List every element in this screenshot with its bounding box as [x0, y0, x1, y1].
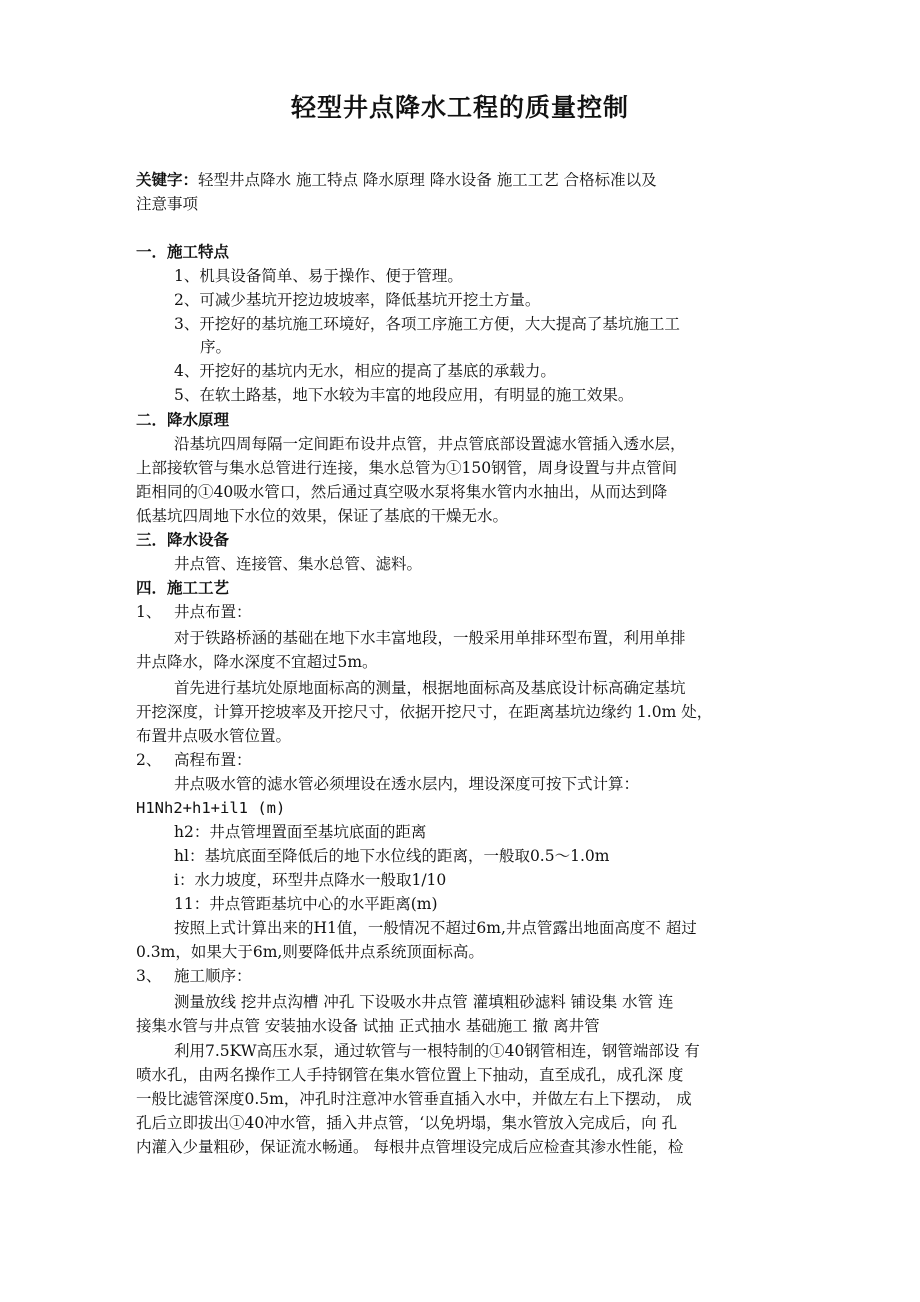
section-heading-2: 二．降水原理 [136, 411, 230, 429]
definition-line: i：水力坡度，环型井点降水一般取1/10 [174, 871, 447, 889]
definition-line: hl：基坑底面至降低后的地下水位线的距离，一般取0.5〜1.0m [174, 847, 610, 865]
keywords-label: 关键字： [136, 171, 199, 189]
paragraph-line: 内灌入少量粗砂，保证流水畅通。 每根井点管埋设完成后应检查其渗水性能，检 [136, 1138, 684, 1156]
subsection-number: 3、 [136, 967, 162, 985]
list-item: 4、开挖好的基坑内无水，相应的提高了基底的承载力。 [174, 362, 556, 380]
section-heading-3: 三．降水设备 [136, 531, 230, 549]
document-title: 轻型井点降水工程的质量控制 [290, 93, 629, 122]
list-item: 5、在软土路基，地下水较为丰富的地段应用，有明显的施工效果。 [174, 386, 634, 404]
paragraph-line: 井点管、连接管、集水总管、滤料。 [174, 555, 423, 573]
paragraph-line: 开挖深度，计算开挖坡率及开挖尺寸，依据开挖尺寸，在距离基坑边缘约 1.0m 处， [136, 703, 713, 721]
paragraph-line: 接集水管与井点管 安装抽水设备 试抽 正式抽水 基础施工 撤 离井管 [136, 1017, 600, 1035]
paragraph-line: 喷水孔，由两名操作工人手持钢管在集水管位置上下抽动，直至成孔，成孔深 度 [136, 1066, 684, 1084]
keywords-text: 轻型井点降水 施工特点 降水原理 降水设备 施工工艺 合格标准以及 [198, 171, 657, 189]
paragraph-line: 对于铁路桥涵的基础在地下水丰富地段，一般采用单排环型布置，利用单排 [174, 629, 686, 647]
paragraph-line: 上部接软管与集水总管进行连接，集水总管为①150钢管，周身设置与井点管间 [136, 459, 678, 477]
keywords-line [136, 170, 657, 190]
list-item: 3、开挖好的基坑施工环境好，各项工序施工方便，大大提高了基坑施工工 [174, 315, 680, 333]
list-item-cont: 序。 [200, 338, 232, 356]
list-item: 1、机具设备简单、易于操作、便于管理。 [174, 267, 463, 285]
paragraph-line: 布置井点吸水管位置。 [136, 727, 292, 745]
subsection-label: 井点布置： [174, 603, 252, 621]
paragraph-line: 按照上式计算出来的H1值，一般情况不超过6m,井点管露出地面高度不 超过 [174, 919, 697, 937]
paragraph-line: 测量放线 挖井点沟槽 冲孔 下设吸水井点管 灌填粗砂滤料 铺设集 水管 连 [174, 993, 674, 1011]
definition-line: 11：井点管距基坑中心的水平距离(m) [174, 895, 438, 913]
paragraph-line: 利用7.5KW高压水泵，通过软管与一根特制的①40钢管相连，钢管端部设 有 [174, 1042, 700, 1060]
paragraph-line: 井点吸水管的滤水管必须埋设在透水层内，埋设深度可按下式计算： [174, 775, 640, 793]
subsection-number: 2、 [136, 751, 162, 769]
definition-line: h2：井点管埋置面至基坑底面的距离 [174, 823, 427, 841]
keywords-text-cont: 注意事项 [136, 195, 199, 213]
paragraph-line: 一般比滤管深度0.5m，冲孔时注意冲水管垂直插入水中，并做左右上下摆动， 成 [136, 1090, 692, 1108]
paragraph-line: 距相同的①40吸水管口，然后通过真空吸水泵将集水管内水抽出，从而达到降 [136, 483, 668, 501]
paragraph-line: 0.3m，如果大于6m,则要降低井点系统顶面标高。 [136, 943, 484, 961]
paragraph-line: 低基坑四周地下水位的效果，保证了基底的干燥无水。 [136, 507, 509, 525]
paragraph-line: 井点降水，降水深度不宜超过5m。 [136, 653, 378, 671]
subsection-label: 高程布置： [174, 751, 252, 769]
paragraph-line: 首先进行基坑处原地面标高的测量，根据地面标高及基底设计标高确定基坑 [174, 679, 686, 697]
list-item: 2、可减少基坑开挖边坡坡率，降低基坑开挖土方量。 [174, 291, 541, 309]
subsection-label: 施工顺序： [174, 967, 252, 985]
paragraph-line: 沿基坑四周每隔一定间距布设井点管，井点管底部设置滤水管插入透水层， [174, 435, 686, 453]
paragraph-line: 孔后立即拔出①40冲水管，插入井点管，‘以免坍塌，集水管放入完成后，向 孔 [136, 1114, 678, 1132]
section-heading-1: 一．施工特点 [136, 243, 230, 261]
formula: H1Nh2+h1+il1 (m) [136, 799, 286, 817]
section-heading-4: 四．施工工艺 [136, 579, 230, 597]
subsection-number: 1、 [136, 603, 162, 621]
